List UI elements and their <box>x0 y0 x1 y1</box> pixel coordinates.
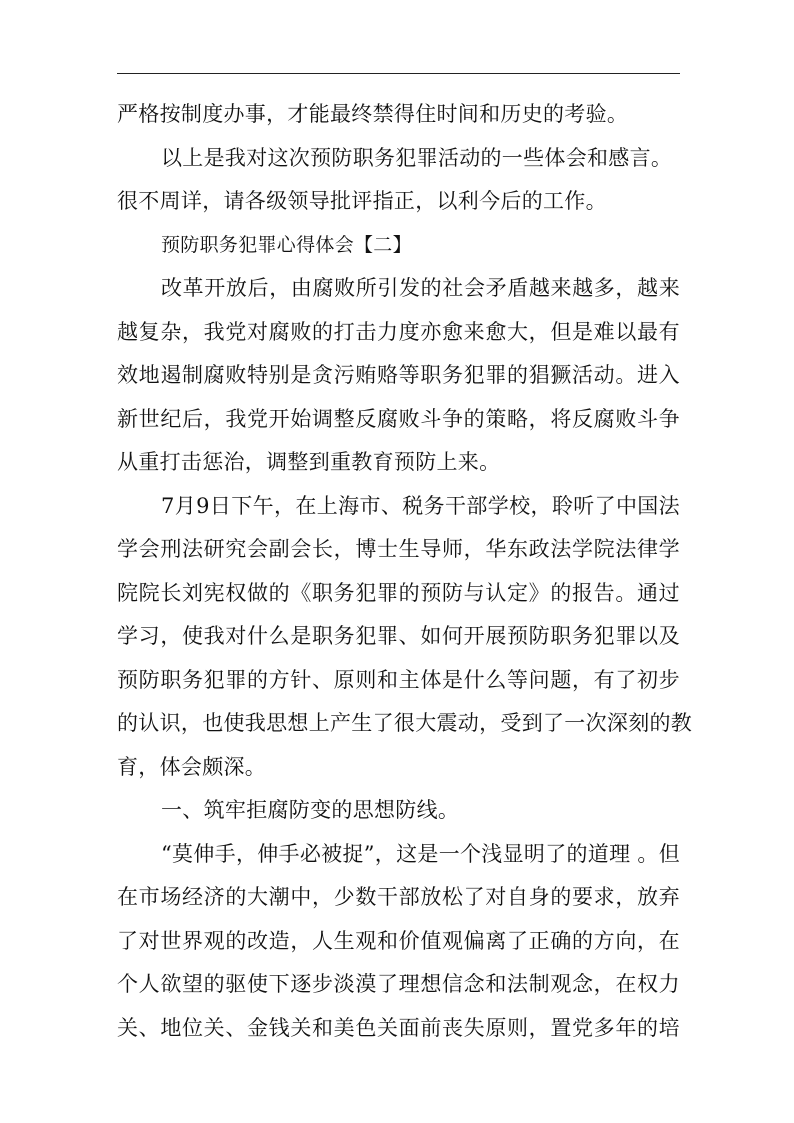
body-line: 育，体会颇深。 <box>117 754 267 779</box>
document-body <box>117 93 693 1050</box>
body-line: 了对世界观的改造，人生观和价值观偏离了正确的方向，在 <box>117 928 680 953</box>
header-rule <box>117 73 680 74</box>
body-line: 以上是我对这次预防职务犯罪活动的一些体会和感言。 <box>161 145 673 170</box>
section-heading: 一、筑牢拒腐防变的思想防线。 <box>161 798 460 822</box>
body-line: 学会刑法研究会副会长，博士生导师，华东政法学院法律学 <box>117 537 680 561</box>
body-line: 学习，使我对什么是职务犯罪、如何开展预防职务犯罪以及 <box>117 624 680 648</box>
body-line: 预防职务犯罪的方针、原则和主体是什么等问题，有了初步 <box>117 667 680 692</box>
body-line: 效地遏制腐败特别是贪污贿赂等职务犯罪的猖獗活动。进入 <box>117 363 680 387</box>
body-line: 院院长刘宪权做的《职务犯罪的预防与认定》的报告。通过 <box>117 580 680 605</box>
section-heading: 预防职务犯罪心得体会【二】 <box>161 233 412 256</box>
body-line: 从重打击惩治，调整到重教育预防上来。 <box>117 450 501 474</box>
body-line: 越复杂，我党对腐败的打击力度亦愈来愈大，但是难以最有 <box>117 319 680 344</box>
body-line: 严格按制度办事，才能最终禁得住时间和历史的考验。 <box>117 102 629 126</box>
body-line: 很不周详，请各级领导批评指正，以利今后的工作。 <box>117 189 607 213</box>
body-line: 个人欲望的驱使下逐步淡漠了理想信念和法制观念，在权力 <box>117 972 680 996</box>
body-line: 关、地位关、金钱关和美色关面前丧失原则，置党多年的培 <box>117 1015 680 1040</box>
body-line: 的认识，也使我思想上产生了很大震动，受到了一次深刻的教 <box>117 711 693 735</box>
body-line: 7月9日下午，在上海市、税务干部学校，聆听了中国法 <box>161 493 680 518</box>
body-line: 改革开放后，由腐败所引发的社会矛盾越来越多，越来 <box>161 276 680 300</box>
body-line: 新世纪后，我党开始调整反腐败斗争的策略，将反腐败斗争 <box>117 406 680 431</box>
body-line: 在市场经济的大潮中，少数干部放松了对自身的要求，放弃 <box>117 885 680 909</box>
body-line: “莫伸手，伸手必被捉”，这是一个浅显明了的道理 。但 <box>161 841 680 866</box>
